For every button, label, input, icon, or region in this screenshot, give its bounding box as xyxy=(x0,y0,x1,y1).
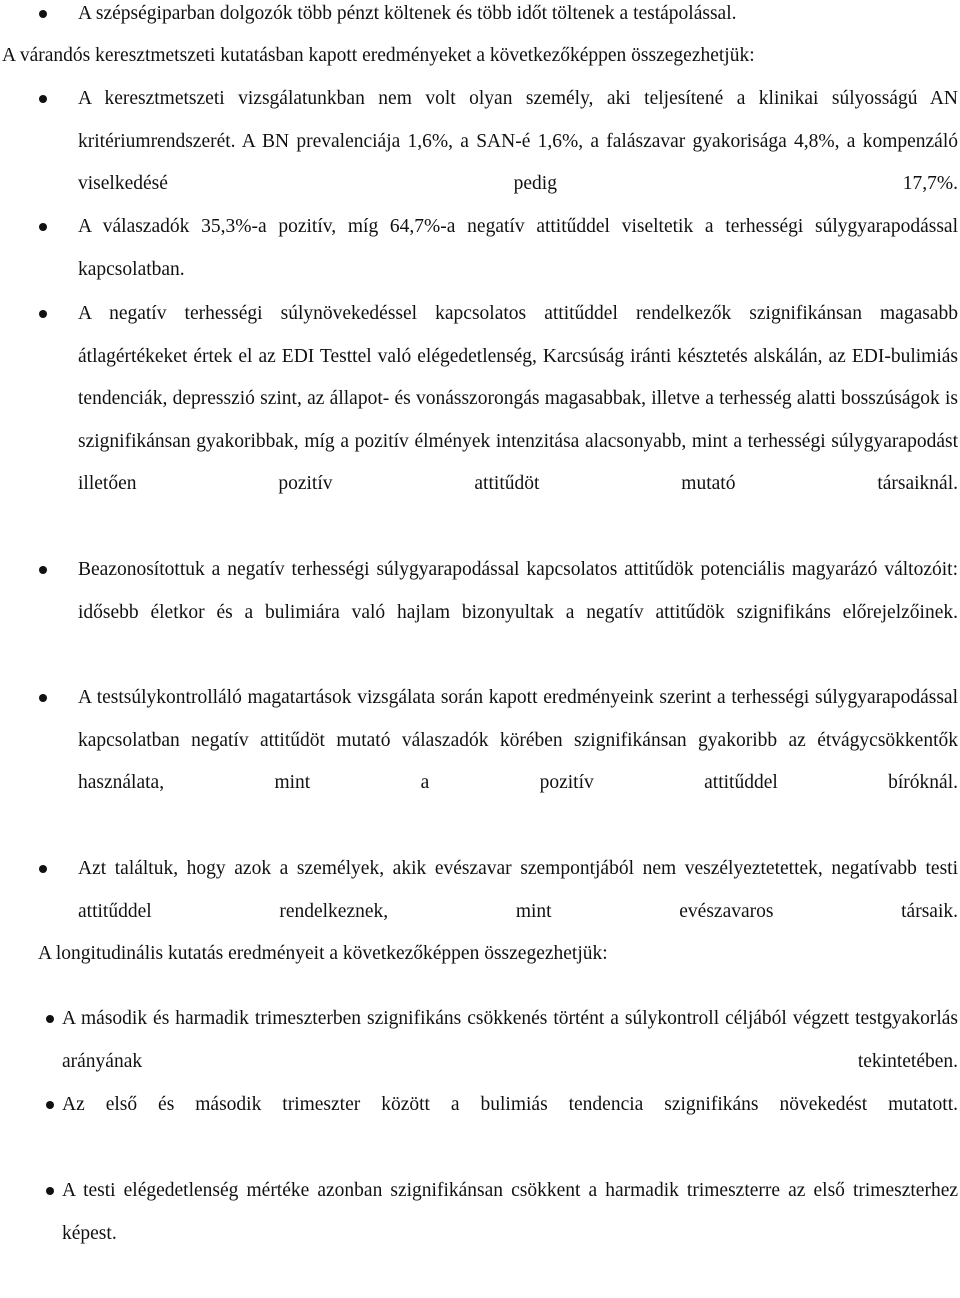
bullet-text: Azt találtuk, hogy azok a személyek, akik evészavar szempontjából nem veszélyeztetettek, negatívabb testi attitűddel rendelkeznek, mint evészavaros társaik. xyxy=(78,858,958,922)
bullet-dot-icon xyxy=(46,1015,54,1023)
section1-bullet-4 xyxy=(78,549,958,677)
bullet-dot-icon xyxy=(39,10,47,18)
section1-bullet-5 xyxy=(78,677,958,847)
bullet-dot-icon xyxy=(39,566,47,574)
bullet-text: A negatív terhességi súlynövekedéssel kapcsolatos attitűddel rendelkezők szignifikánsan magasabb átlagértékeket értek el az EDI Testtel való elégedetlenség, Karcsúság iránti késztetés alskálán, az EDI-bulimiás tendenciák, depresszió szint, az állapot- és vonásszorongás magasabbak, illetve a terhesség alatti bosszúságok is szignifikánsan gyakoribbak, míg a pozitív élmények intenzitása alacsonyabb, mint a terhességi súlygyarapodást illetően pozitív attitűdöt mutató társaiknál. xyxy=(78,303,958,495)
section1-bullet-3 xyxy=(78,293,958,549)
bullet-dot-icon xyxy=(39,310,47,318)
bullet-dot-icon xyxy=(39,223,47,231)
bullet-text: A válaszadók 35,3%-a pozitív, míg 64,7%-a negatív attitűddel viseltetik a terhességi súlygyarapodással kapcsolatban. xyxy=(78,216,958,280)
bullet-text: A második és harmadik trimeszterben szignifikáns csökkenés történt a súlykontroll céljából végzett testgyakorlás arányának tekintetében. xyxy=(62,1008,958,1072)
bullet-text: A testsúlykontrolláló magatartások vizsgálata során kapott eredményeink szerint a terhességi súlygyarapodással kapcsolatban negatív attitűdöt mutató válaszadók körében szignifikánsan gyakoribb az étvágycsökkentők használata, mint a pozitív attitűddel bíróknál. xyxy=(78,687,958,794)
bullet-text: A keresztmetszeti vizsgálatunkban nem volt olyan személy, aki teljesítené a klinikai súlyosságú AN kritériumrendszerét. A BN prevalenciája 1,6%, a SAN-é 1,6%, a falászavar gyakorisága 4,8%, a kompenzáló viselkedésé pedig 17,7%. xyxy=(78,88,958,195)
section2-bullet-3 xyxy=(62,1170,958,1298)
bullet-text: Az első és második trimeszter között a bulimiás tendencia szignifikáns növekedést mutatott. xyxy=(62,1094,958,1115)
bullet-dot-icon xyxy=(39,865,47,873)
bullet-text: A testi elégedetlenség mértéke azonban szignifikánsan csökkent a harmadik trimeszterre az első trimeszterhez képest. xyxy=(62,1180,958,1244)
bullet-dot-icon xyxy=(39,694,47,702)
bullet-dot-icon xyxy=(39,95,47,103)
intro-bullet xyxy=(78,0,958,36)
intro-bullet-text: A szépségiparban dolgozók több pénzt költenek és több időt töltenek a testápolással. xyxy=(78,3,737,24)
section2-heading: A longitudinális kutatás eredményeit a következőképpen összegezhetjük: xyxy=(38,943,608,964)
section1-heading: A várandós keresztmetszeti kutatásban kapott eredményeket a következőképpen összegezhetjük: xyxy=(2,45,755,66)
bullet-dot-icon xyxy=(46,1187,54,1195)
section2-bullet-2 xyxy=(62,1084,958,1169)
bullet-dot-icon xyxy=(46,1101,54,1109)
bullet-text: Beazonosítottuk a negatív terhességi súlygyarapodással kapcsolatos attitűdök potenciális magyarázó változóit: idősebb életkor és a bulimiára való hajlam bizonyultak a negatív attitűdök szignifikáns előrejelzőinek. xyxy=(78,559,958,623)
